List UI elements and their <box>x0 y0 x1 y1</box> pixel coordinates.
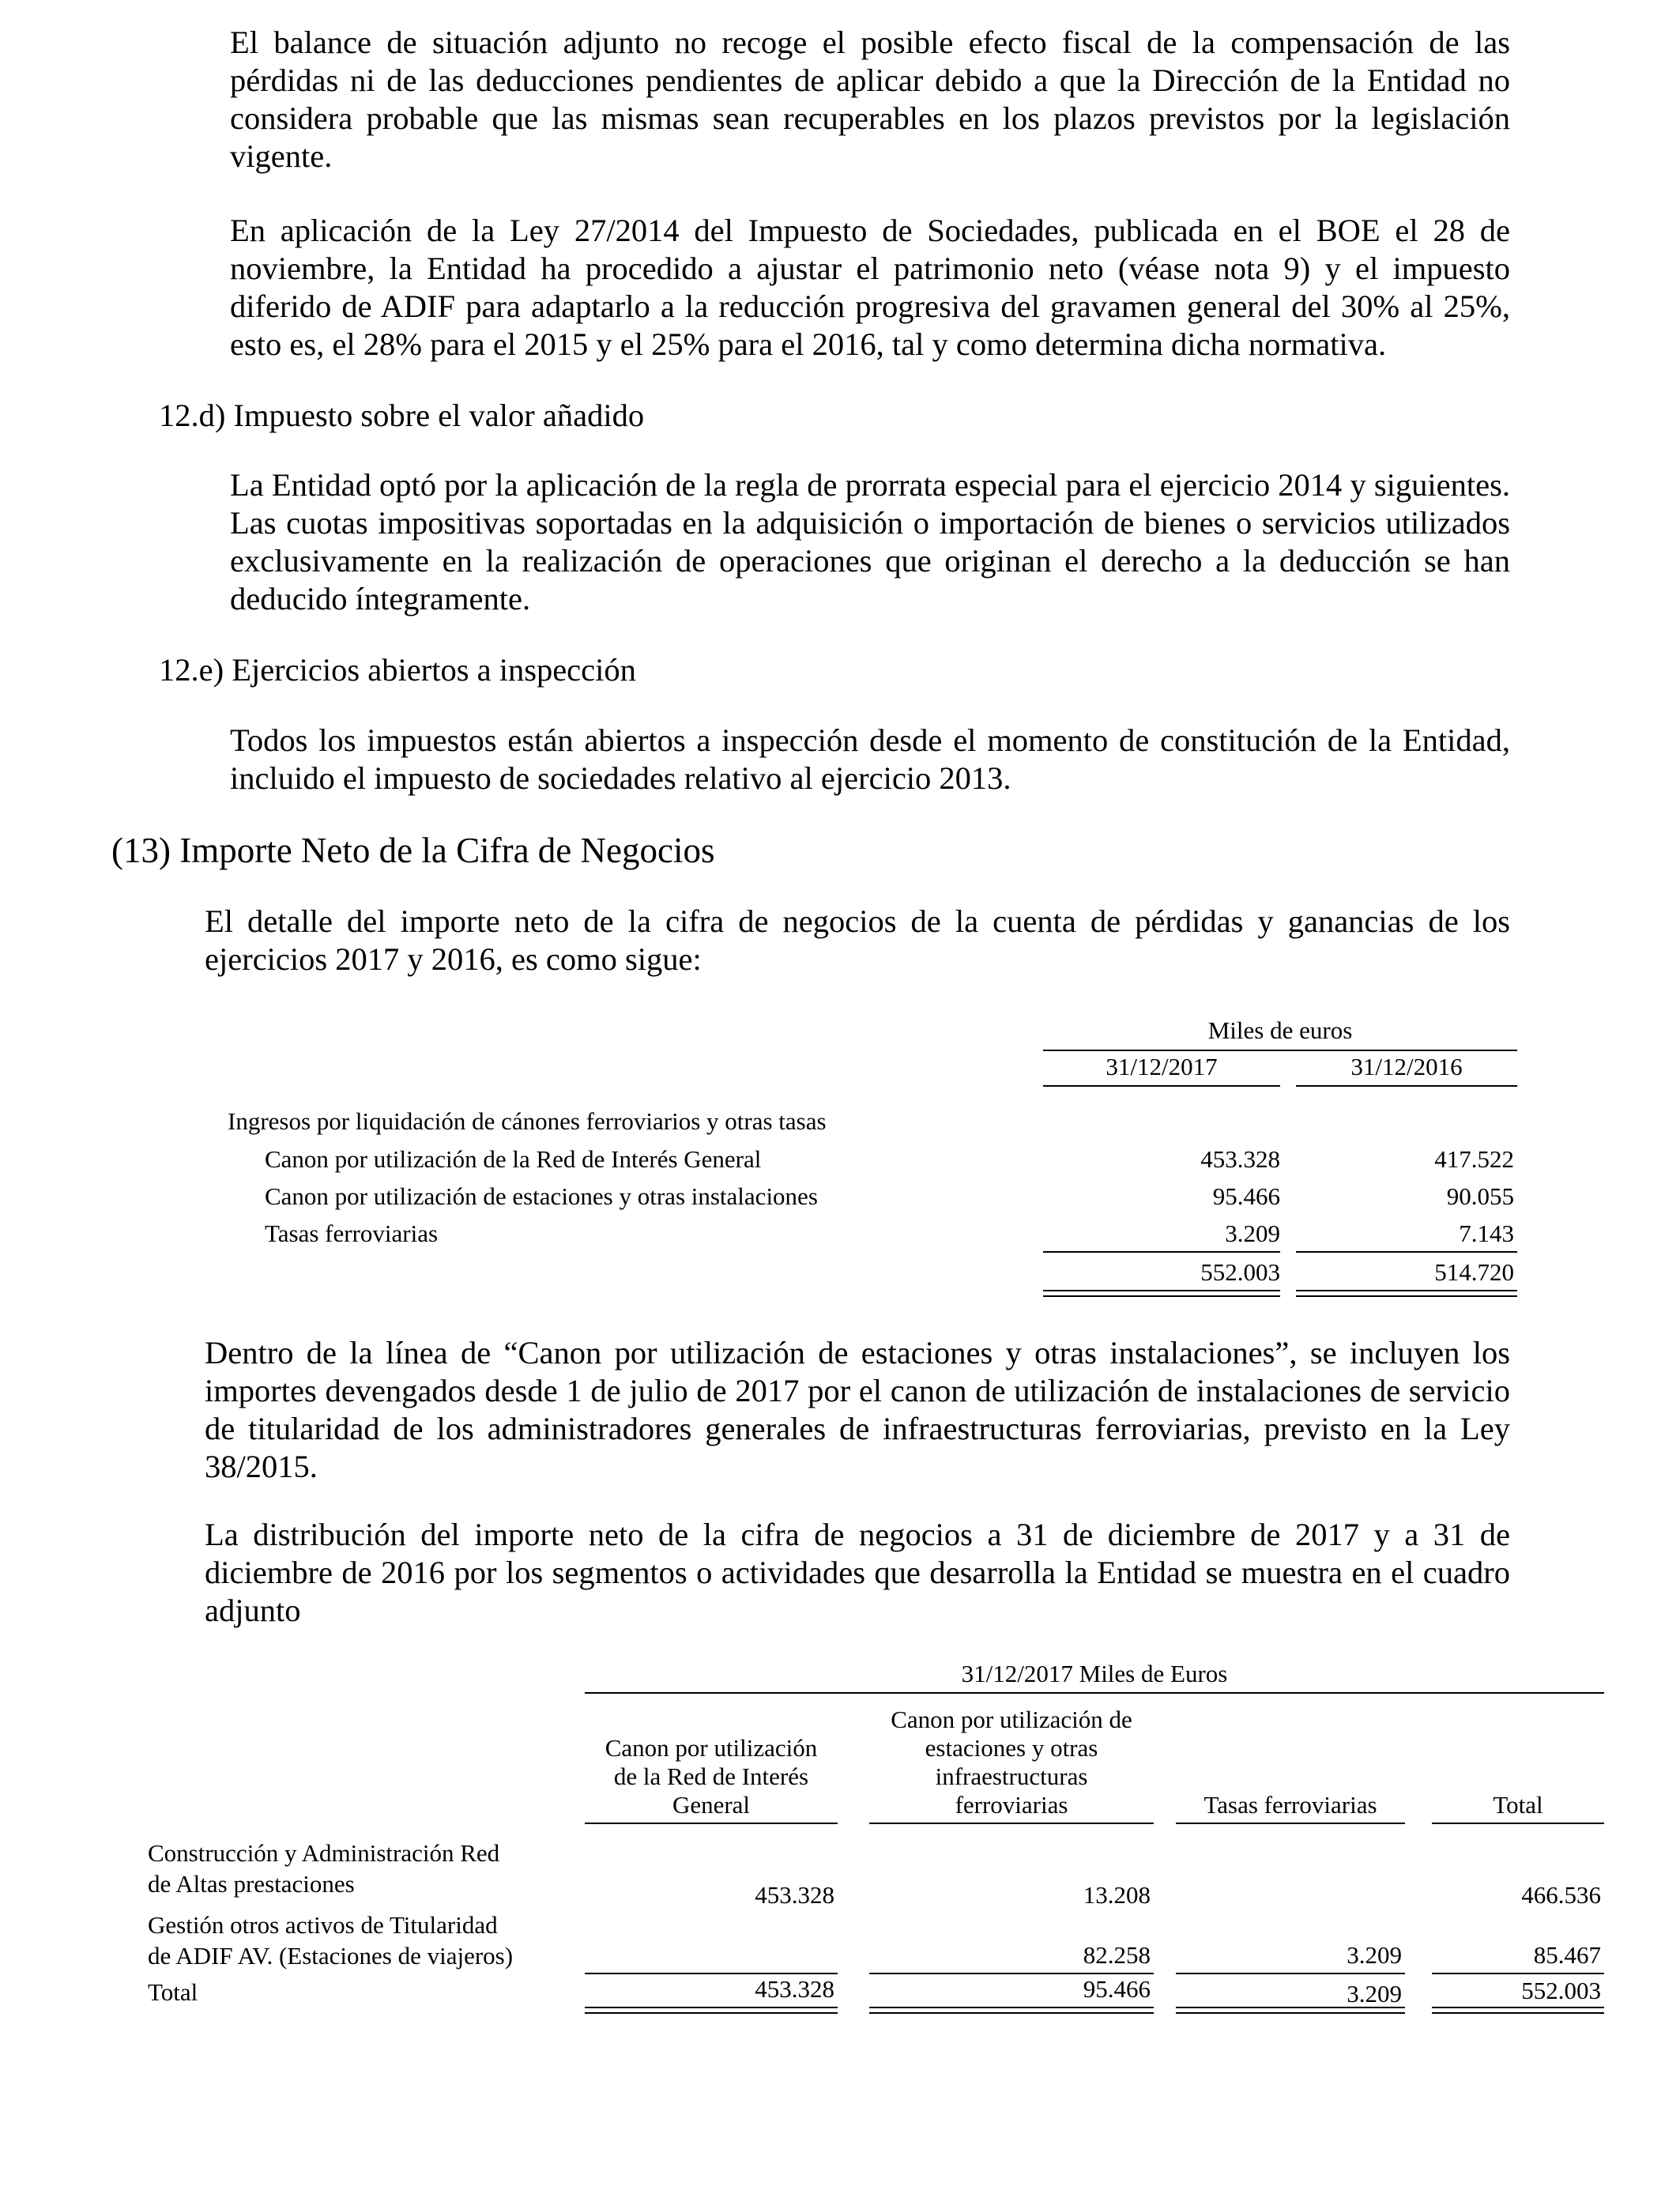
table2-col-total: Total <box>1493 1791 1543 1819</box>
table1-total-double-rule-2016 <box>1296 1290 1517 1297</box>
table2-cell: 466.536 <box>1521 1881 1601 1909</box>
table2-cell: 85.467 <box>1533 1941 1601 1969</box>
table1-row-value-2016: 417.522 <box>1434 1145 1514 1173</box>
table1-row-label: Tasas ferroviarias <box>265 1220 439 1247</box>
table2-row-label: de ADIF AV. (Estaciones de viajeros) <box>148 1942 514 1970</box>
table1-row-label: Canon por utilización de estaciones y otras instalaciones <box>265 1182 818 1210</box>
table2-col-estaciones-line: infraestructuras <box>935 1762 1088 1790</box>
table2-cell: 3.209 <box>1347 1941 1402 1969</box>
table2-total-double-rule <box>585 2007 838 2014</box>
section-13-paragraph-2: Dentro de la línea de “Canon por utilización de estaciones y otras instalaciones”, se incluyen los importes devengados desde 1 de julio de 2017 por el canon de utilización de instalaciones de servicio de titularidad de los administradores generales de infraestructuras ferroviarias, previsto en la Ley 38/2015. <box>205 1335 1510 1484</box>
table1-total-double-rule-2017 <box>1043 1290 1280 1297</box>
table2-total-label: Total <box>148 1978 198 2006</box>
table2-col-rule <box>869 1823 1154 1824</box>
table2-total-double-rule <box>1432 2007 1604 2014</box>
table2-total-double-rule <box>869 2007 1154 2014</box>
table1-col-2017: 31/12/2017 <box>1106 1053 1218 1080</box>
table1-row-value-2017: 3.209 <box>1225 1220 1280 1247</box>
table1-header-rule <box>1043 1050 1517 1051</box>
table1-col-2016: 31/12/2016 <box>1350 1053 1463 1080</box>
table2-col-rule <box>1432 1823 1604 1824</box>
table2-col-estaciones <box>869 1706 1154 1819</box>
table2-cell: 82.258 <box>1083 1941 1151 1969</box>
table2-subtotal-rule <box>1176 1973 1405 1974</box>
table2-total-cell: 3.209 <box>1347 1980 1402 2007</box>
intro-paragraph-1: El balance de situación adjunto no recoge el posible efecto fiscal de la compensación de las pérdidas ni de las deducciones pendientes de aplicar debido a que la Dirección de la Entidad no considera probable que las mismas sean recuperables en los plazos previstos por la legislación vigente. <box>230 25 1510 174</box>
table2-row-label: Construcción y Administración Red <box>148 1839 500 1867</box>
table1-col-2016-rule <box>1296 1085 1517 1087</box>
table1-row-value-2017: 95.466 <box>1212 1182 1280 1210</box>
section-13-paragraph-3: La distribución del importe neto de la cifra de negocios a 31 de diciembre de 2017 y a 31 de diciembre de 2016 por los segmentos o actividades que desarrolla la Entidad se muestra en el cuadro adjunto <box>205 1517 1510 1628</box>
table1-unit-header: Miles de euros <box>1207 1016 1353 1044</box>
table1-row-label: Canon por utilización de la Red de Interés General <box>265 1145 762 1173</box>
table1-subtotal-rule-2017 <box>1043 1251 1280 1253</box>
section-12e-heading: 12.e) Ejercicios abiertos a inspección <box>159 652 636 688</box>
table2-col-red-line: General <box>672 1791 751 1819</box>
table2-col-red <box>585 1734 838 1819</box>
section-12d-paragraph: La Entidad optó por la aplicación de la regla de prorrata especial para el ejercicio 2014 y siguientes. Las cuotas impositivas soportadas en la adquisición o importación de bienes o servicios utilizados exclusivamente en la realización de operaciones que originan el derecho a la deducción se han deducido íntegramente. <box>230 467 1510 616</box>
table2-total-cell: 453.328 <box>755 1975 834 2003</box>
table1-group-label: Ingresos por liquidación de cánones ferroviarios y otras tasas <box>228 1107 827 1135</box>
table2-col-estaciones-line: estaciones y otras <box>925 1734 1098 1762</box>
table2-cell: 453.328 <box>755 1881 834 1909</box>
table2-col-rule <box>1176 1823 1405 1824</box>
table2-col-tasas: Tasas ferroviarias <box>1203 1791 1377 1819</box>
table2-col-red-line: Canon por utilización <box>605 1734 818 1762</box>
section-12d-heading: 12.d) Impuesto sobre el valor añadido <box>159 398 645 433</box>
table2-total-cell: 552.003 <box>1521 1977 1601 2004</box>
table1-col-2017-rule <box>1043 1085 1280 1087</box>
table2-total-double-rule <box>1176 2007 1405 2014</box>
table1-row-value-2016: 90.055 <box>1446 1182 1514 1210</box>
table1-row-value-2016: 7.143 <box>1459 1220 1514 1247</box>
table2-row-label: de Altas prestaciones <box>148 1870 355 1898</box>
table2-col-estaciones-line: ferroviarias <box>955 1791 1068 1819</box>
table2-cell: 13.208 <box>1083 1881 1151 1909</box>
table2-row-label: Gestión otros activos de Titularidad <box>148 1911 498 1939</box>
table2-col-rule <box>585 1823 838 1824</box>
table2-subtotal-rule <box>585 1973 838 1974</box>
section-12e-paragraph: Todos los impuestos están abiertos a inspección desde el momento de constitución de la Entidad, incluido el impuesto de sociedades relativo al ejercicio 2013. <box>230 722 1510 796</box>
table2-header: 31/12/2017 Miles de Euros <box>961 1660 1228 1687</box>
intro-paragraph-2: En aplicación de la Ley 27/2014 del Impuesto de Sociedades, publicada en el BOE el 28 de noviembre, la Entidad ha procedido a ajustar el patrimonio neto (véase nota 9) y el impuesto diferido de ADIF para adaptarlo a la reducción progresiva del gravamen general del 30% al 25%, esto es, el 28% para el 2015 y el 25% para el 2016, tal y como determina dicha normativa. <box>230 213 1510 362</box>
table1-subtotal-rule-2016 <box>1296 1251 1517 1253</box>
table1-total-2016: 514.720 <box>1434 1258 1514 1286</box>
section-13-heading: (13) Importe Neto de la Cifra de Negocios <box>111 831 715 870</box>
section-13-paragraph-1: El detalle del importe neto de la cifra de negocios de la cuenta de pérdidas y ganancias de los ejercicios 2017 y 2016, es como sigue: <box>205 903 1510 977</box>
table2-subtotal-rule <box>1432 1973 1604 1974</box>
table2-subtotal-rule <box>869 1973 1154 1974</box>
table2-col-red-line: de la Red de Interés <box>613 1762 809 1790</box>
table1-row-value-2017: 453.328 <box>1200 1145 1280 1173</box>
table2-header-rule <box>585 1692 1604 1694</box>
table2-col-estaciones-line: Canon por utilización de <box>891 1706 1132 1733</box>
table2-total-cell: 95.466 <box>1083 1975 1151 2003</box>
table1-total-2017: 552.003 <box>1200 1258 1280 1286</box>
